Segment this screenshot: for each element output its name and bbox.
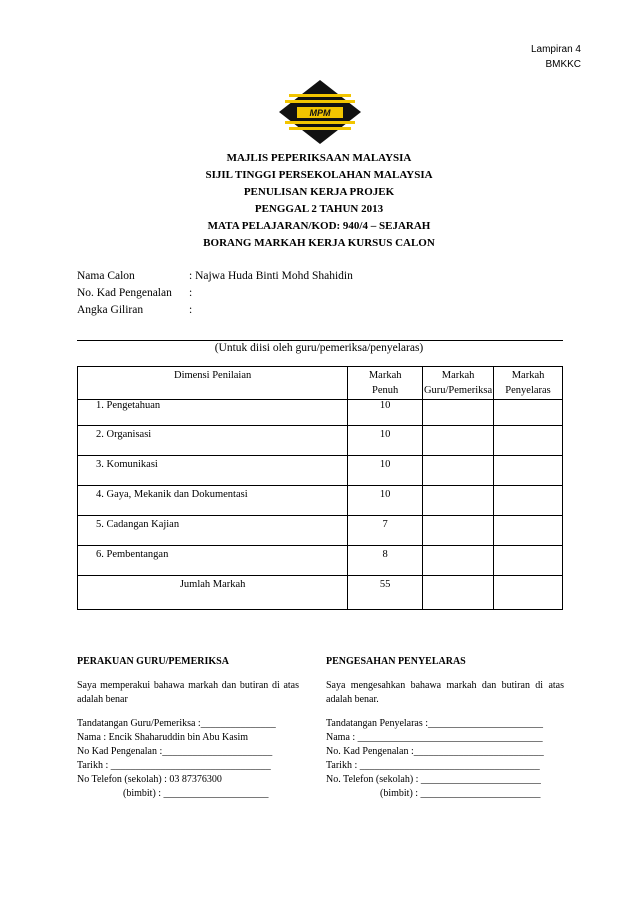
moderator-endorsement-title: PENGESAHAN PENYELARAS: [326, 656, 466, 667]
table-row: [78, 400, 563, 426]
header-full-l1: Markah: [368, 370, 402, 381]
header-line-4: PENGGAL 2 TAHUN 2013: [254, 203, 384, 215]
moderator-mark-cell[interactable]: [494, 486, 563, 516]
total-row: [78, 576, 563, 610]
examiner-total-cell[interactable]: [423, 576, 494, 610]
moderator-mark-cell[interactable]: [494, 516, 563, 546]
examiner-name: Nama : Encik Shaharuddin bin Abu Kasim: [77, 732, 249, 743]
candidate-name-label: Nama Calon: [77, 270, 135, 282]
moderator-endorsement: [326, 655, 564, 801]
mpm-logo: [277, 78, 363, 146]
candidate-index-row: [77, 304, 192, 316]
moderator-mark-cell[interactable]: [494, 546, 563, 576]
moderator-mark-cell[interactable]: [494, 400, 563, 426]
full-mark: 10: [348, 456, 423, 486]
moderator-name-line[interactable]: Nama : _____________________________________: [326, 732, 543, 743]
moderator-ic-line[interactable]: No. Kad Pengenalan :__________________________: [326, 746, 544, 757]
appendix-label: Lampiran 4: [530, 44, 581, 55]
examiner-mark-cell[interactable]: [423, 400, 494, 426]
table-row: [78, 516, 563, 546]
marks-table: [77, 366, 563, 610]
table-row: [78, 486, 563, 516]
header-examiner-l2: Guru/Pemeriksa: [423, 385, 493, 396]
header-full-l2: Penuh: [372, 385, 399, 396]
logo-text: MPM: [309, 108, 331, 118]
header-examiner-marks: [423, 367, 494, 400]
candidate-name-row: [77, 270, 353, 282]
header-moderator-marks: [494, 367, 563, 400]
form-code: BMKKC: [545, 59, 581, 70]
full-mark: 10: [348, 486, 423, 516]
examiner-ic-line[interactable]: No Kad Pengenalan :______________________: [77, 746, 273, 757]
examiner-mark-cell[interactable]: [423, 516, 494, 546]
header-dimension: Dimensi Penilaian: [78, 367, 348, 400]
moderator-mark-cell[interactable]: [494, 426, 563, 456]
header-line-1: MAJLIS PEPERIKSAAN MALAYSIA: [226, 152, 412, 164]
total-label: Jumlah Markah: [78, 576, 348, 610]
examiner-mobile-line[interactable]: (bimbit) : _____________________: [123, 788, 269, 799]
header-full-marks: [348, 367, 423, 400]
examiner-mark-cell[interactable]: [423, 456, 494, 486]
header-moderator-l2: Penyelaras: [505, 385, 551, 396]
header-examiner-l1: Markah: [441, 370, 475, 381]
criterion-label: 1. Pengetahuan: [78, 400, 348, 426]
moderator-date-line[interactable]: Tarikh : ____________________________________: [326, 760, 540, 771]
moderator-signature-line[interactable]: Tandatangan Penyelaras :_______________________: [326, 718, 544, 729]
criterion-label: 4. Gaya, Mekanik dan Dokumentasi: [78, 486, 348, 516]
criterion-label: 3. Komunikasi: [78, 456, 348, 486]
examiner-date-line[interactable]: Tarikh : ________________________________: [77, 760, 271, 771]
header-moderator-l1: Markah: [511, 370, 545, 381]
examiner-signature-line[interactable]: Tandatangan Guru/Pemeriksa :_______________: [77, 718, 276, 729]
header-line-6: BORANG MARKAH KERJA KURSUS CALON: [203, 237, 435, 249]
full-mark: 8: [348, 546, 423, 576]
total-full-mark: 55: [348, 576, 423, 610]
table-row: [78, 456, 563, 486]
candidate-name-value: : Najwa Huda Binti Mohd Shahidin: [189, 270, 353, 282]
examiner-mark-cell[interactable]: [423, 426, 494, 456]
criterion-label: 2. Organisasi: [78, 426, 348, 456]
full-mark: 10: [348, 426, 423, 456]
criterion-label: 6. Pembentangan: [78, 546, 348, 576]
candidate-index-value: :: [189, 304, 193, 316]
logo-stripe: [289, 94, 351, 97]
logo-stripe: [285, 100, 355, 103]
examiner-statement: Saya memperakui bahawa markah dan butiran di atas adalah benar: [77, 680, 299, 705]
candidate-ic-label: No. Kad Pengenalan: [77, 287, 172, 299]
header-line-3: PENULISAN KERJA PROJEK: [243, 186, 395, 198]
examiner-mark-cell[interactable]: [423, 546, 494, 576]
moderator-mark-cell[interactable]: [494, 456, 563, 486]
moderator-mobile-line[interactable]: (bimbit) : ________________________: [380, 788, 541, 799]
logo-stripe: [289, 127, 351, 130]
candidate-index-label: Angka Giliran: [77, 304, 144, 316]
moderator-statement: Saya mengesahkan bahawa markah dan butiran di atas adalah benar.: [326, 680, 564, 705]
full-mark: 7: [348, 516, 423, 546]
table-header-row: [78, 367, 563, 400]
fill-in-note: (Untuk diisi oleh guru/pemeriksa/penyelaras): [214, 342, 424, 354]
table-row: [78, 426, 563, 456]
table-row: [78, 546, 563, 576]
moderator-school-phone-line[interactable]: No. Telefon (sekolah) : ________________________: [326, 774, 541, 785]
examiner-school-phone: No Telefon (sekolah) : 03 87376300: [77, 774, 222, 785]
header-line-5: MATA PELAJARAN/KOD: 940/4 – SEJARAH: [207, 220, 431, 232]
candidate-ic-row: [77, 287, 192, 299]
moderator-total-cell[interactable]: [494, 576, 563, 610]
criterion-label: 5. Cadangan Kajian: [78, 516, 348, 546]
candidate-ic-value: :: [189, 287, 193, 299]
examiner-mark-cell[interactable]: [423, 486, 494, 516]
header-line-2: SIJIL TINGGI PERSEKOLAHAN MALAYSIA: [205, 169, 433, 181]
examiner-declaration: [77, 655, 299, 801]
section-divider: [77, 340, 563, 341]
examiner-declaration-title: PERAKUAN GURU/PEMERIKSA: [77, 656, 229, 667]
logo-stripe: [285, 121, 355, 124]
full-mark: 10: [348, 400, 423, 426]
